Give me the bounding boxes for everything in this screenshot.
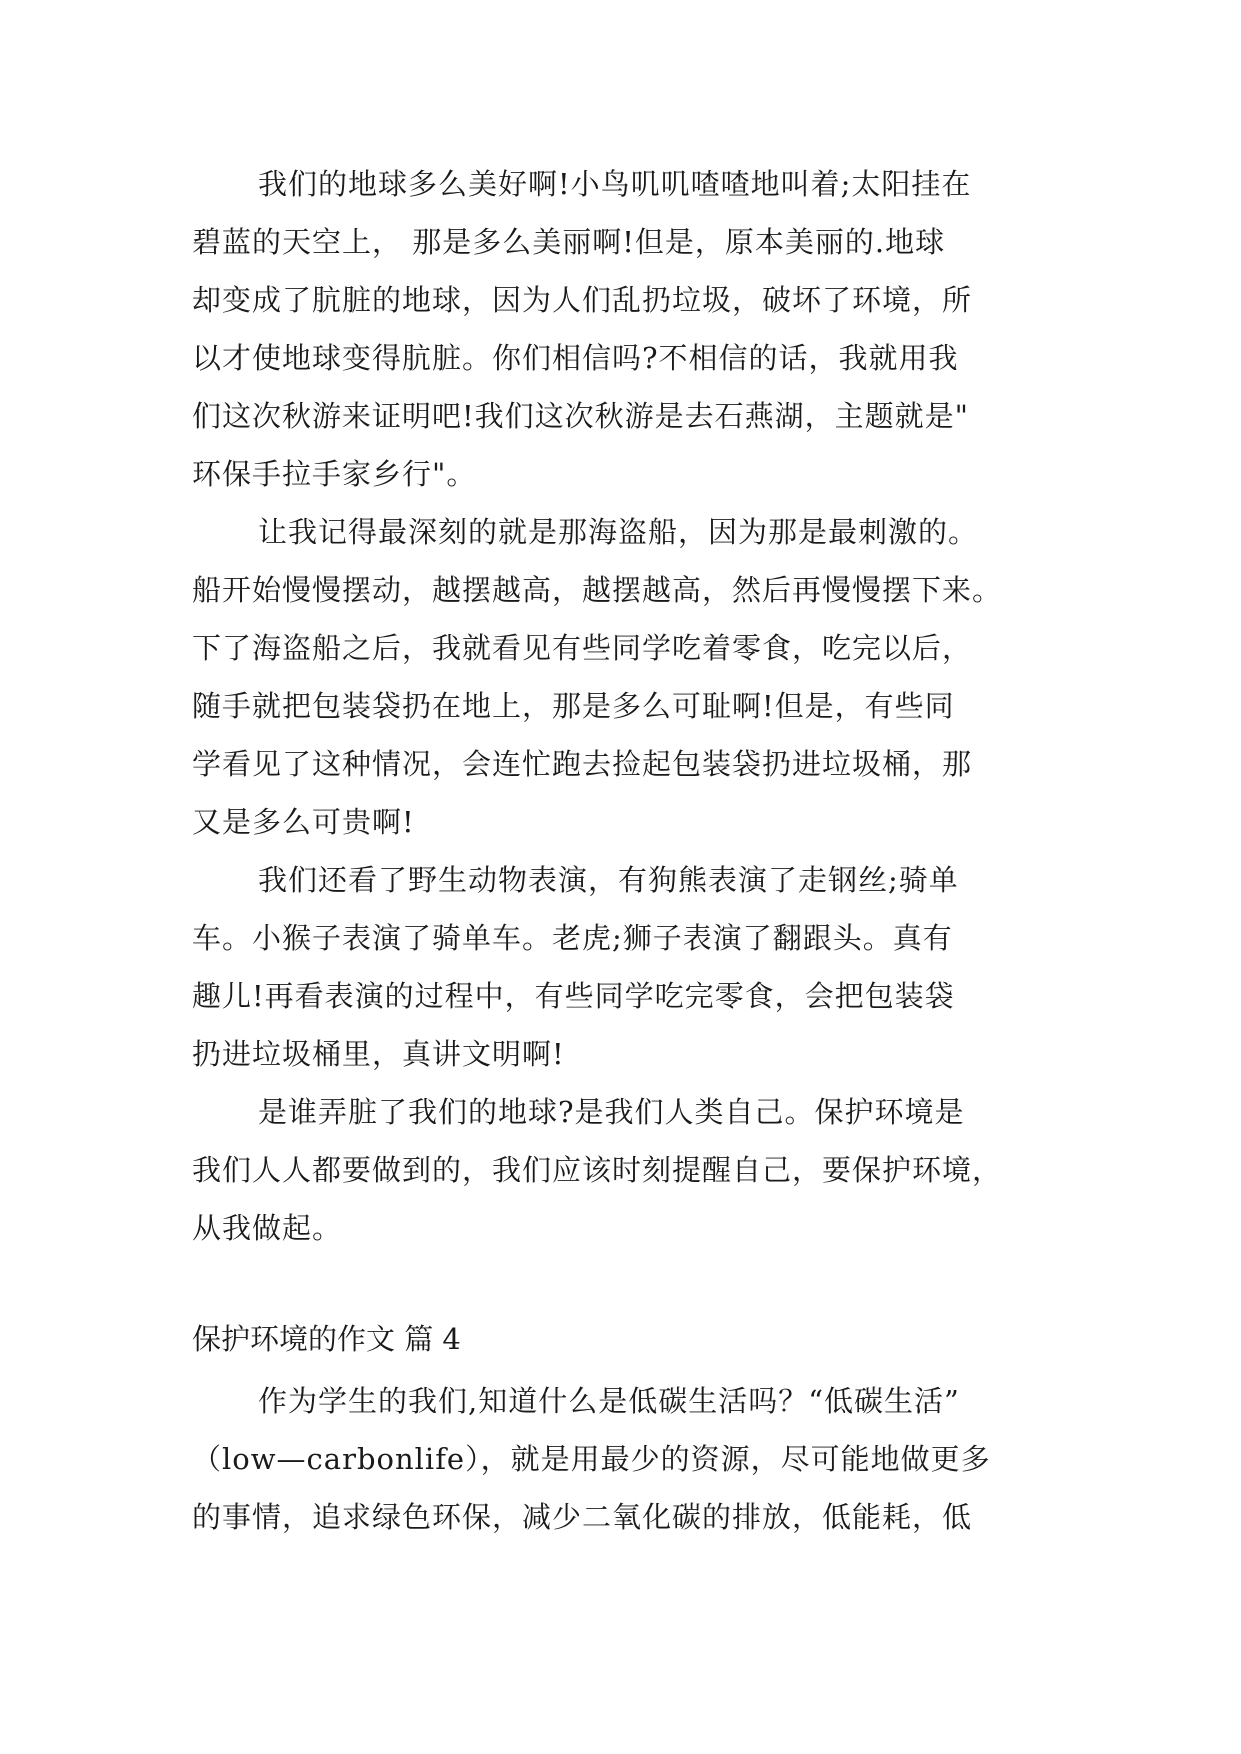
paragraph-line: 扔进垃圾桶里，真讲文明啊! (192, 1037, 565, 1071)
paragraph-line: 以才使地球变得肮脏。你们相信吗?不相信的话，我就用我 (192, 341, 959, 375)
paragraph-line: 作为学生的我们,知道什么是低碳生活吗？“低碳生活” (258, 1384, 960, 1418)
paragraph-line: 车。小猴子表演了骑单车。老虎;狮子表演了翻跟头。真有 (192, 921, 953, 955)
paragraph-line: 学看见了这种情况，会连忙跑去捡起包装袋扔进垃圾桶，那 (192, 747, 973, 781)
section-body (192, 1372, 1062, 1546)
paragraph-line: 却变成了肮脏的地球，因为人们乱扔垃圾，破坏了环境，所 (192, 283, 973, 317)
paragraph-line: 船开始慢慢摆动，越摆越高，越摆越高，然后再慢慢摆下来。 (192, 573, 1003, 607)
paragraph-line: 我们人人都要做到的，我们应该时刻提醒自己，要保护环境， (192, 1153, 1003, 1187)
paragraph-line: 我们的地球多么美好啊!小鸟叽叽喳喳地叫着;太阳挂在 (258, 167, 972, 201)
paragraph-line: 让我记得最深刻的就是那海盗船，因为那是最刺激的。 (258, 515, 979, 549)
paragraph-line: 是谁弄脏了我们的地球?是我们人类自己。保护环境是 (258, 1095, 965, 1129)
paragraph-line: 趣儿!再看表演的过程中，有些同学吃完零食，会把包装袋 (192, 979, 955, 1013)
section-heading: 保护环境的作文 篇 4 (192, 1322, 461, 1356)
paragraph-line: 环保手拉手家乡行"。 (192, 457, 477, 491)
paragraph-line: 下了海盗船之后，我就看见有些同学吃着零食，吃完以后， (192, 631, 973, 665)
paragraph-line: 的事情，追求绿色环保，减少二氧化碳的排放，低能耗，低 (192, 1500, 973, 1534)
paragraph-line: （low—carbonlife），就是用最少的资源，尽可能地做更多 (192, 1442, 991, 1476)
paragraph-line: 又是多么可贵啊! (192, 805, 415, 839)
essay-body (192, 155, 1062, 1257)
paragraph-line: 们这次秋游来证明吧!我们这次秋游是去石燕湖，主题就是" (192, 399, 969, 433)
paragraph-line: 碧蓝的天空上， 那是多么美丽啊!但是，原本美丽的.地球 (192, 225, 946, 259)
paragraph-line: 我们还看了野生动物表演，有狗熊表演了走钢丝;骑单 (258, 863, 959, 897)
paragraph-line: 从我做起。 (192, 1211, 343, 1245)
paragraph-line: 随手就把包装袋扔在地上，那是多么可耻啊!但是，有些同 (192, 689, 955, 723)
